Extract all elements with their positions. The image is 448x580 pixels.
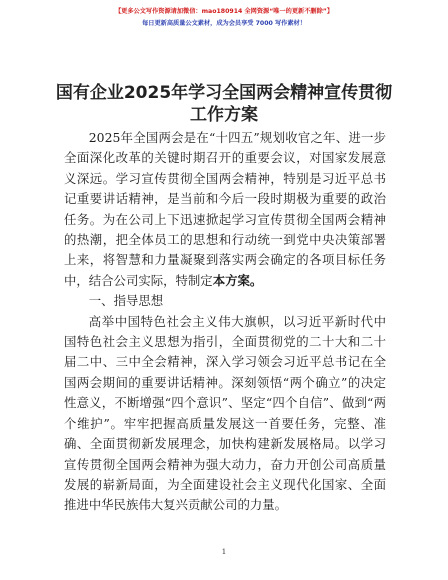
document-title: 国有企业2025年学习全国两会精神宣传贯彻工作方案 [55,83,393,125]
section-heading-guiding-ideology: 一、指导思想 [88,293,164,309]
header-subscription-line: 每日更新高质量公文素材，成为会员享受 7000 写作素材！ [142,20,306,27]
header-banner [0,6,448,30]
page-number: 1 [221,548,227,556]
intro-text: 2025年全国两会是在“十四五”规划收官之年、进一步全面深化改革的关键时期召开的重要会议，对国家发展意义深远。学习宣传贯彻全国两会精神，特别是习近平总书记重要讲话精神，是当前和今后一段时期极为重要的政治任务。为在公司上下迅速掀起学习宣传贯彻全国两会精神的热潮，把全体员工的思想和行动统一到党中央决策部署上来，将智慧和力量凝聚到落实两会确定的各项目标任务中，结合公司实际，特制定 [64,130,386,288]
intro-paragraph [64,128,386,291]
header-promo-line: 【更多公文写作资源请加微信：mao180914 全网资源“唯一的更新不删除”】 [114,8,334,15]
intro-bold-tail: 本方案。 [212,272,263,288]
document-body [64,128,386,516]
section-paragraph: 高举中国特色社会主义伟大旗帜，以习近平新时代中国特色社会主义思想为指引，全面贯彻党的二十大和二十届二中、三中全会精神，深入学习领会习近平总书记在全国两会期间的重要讲话精神。深刻领悟“两个确立”的决定性意义，不断增强“四个意识”、坚定“四个自信”、做到“两个维护”。牢牢把握高质量发展这一首要任务，完整、准确、全面贯彻新发展理念，加快构建新发展格局。以学习宣传贯彻全国两会精神为强大动力，奋力开创公司高质量发展的崭新局面，为全面建设社会主义现代化国家、全面推进中华民族伟大复兴贡献公司的力量。 [64,313,386,513]
